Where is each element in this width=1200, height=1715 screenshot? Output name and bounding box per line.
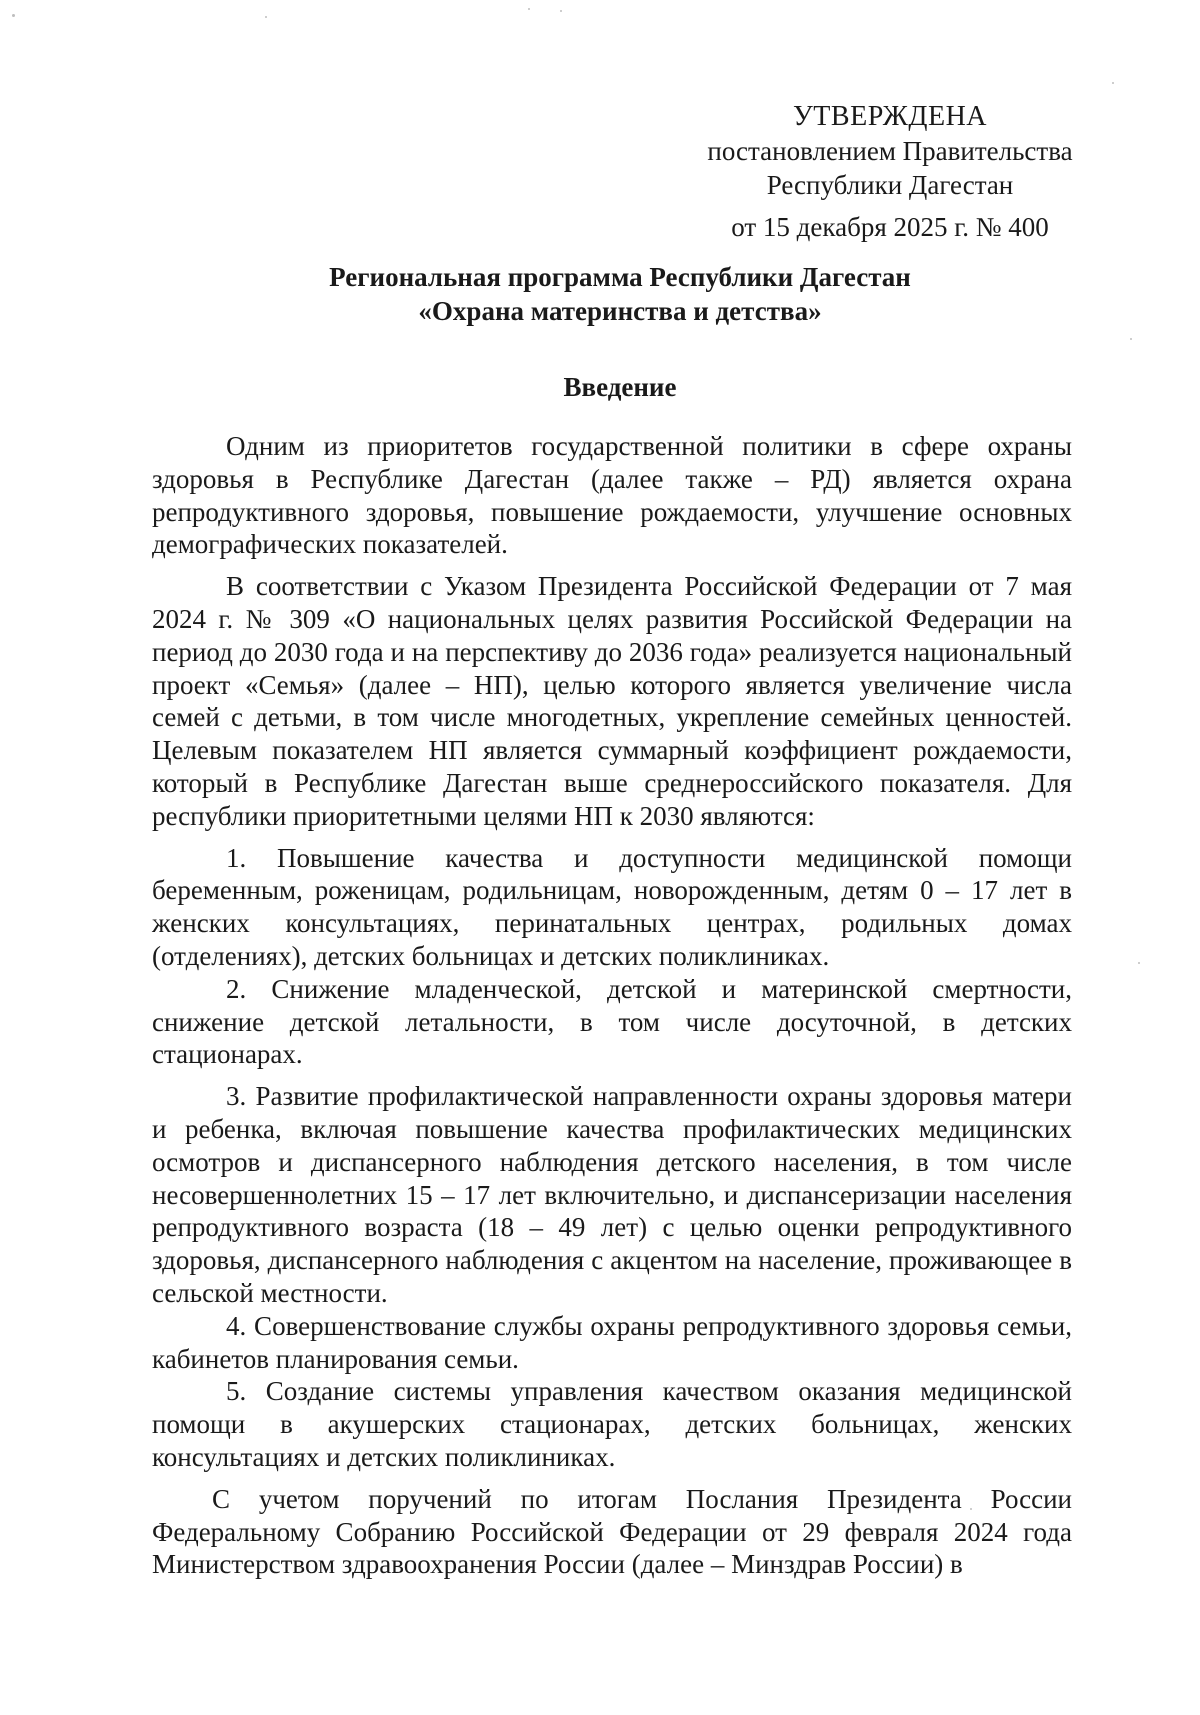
approval-block <box>680 100 1100 244</box>
title-line1: Региональная программа Республики Дагестан <box>329 262 911 292</box>
document-body <box>152 430 1072 1581</box>
scan-speck <box>265 16 267 18</box>
approved-by-line2: Республики Дагестан <box>766 170 1014 200</box>
approved-label: УТВЕРЖДЕНА <box>792 101 988 132</box>
paragraph-decree: В соответствии с Указом Президента Российской Федерации от 7 мая 2024 г. № 309 «О национальных целях развития Российской Федерации на период до 2030 года и на перспективу до 2036 года» реализуется национальный проект «Семья» (далее – НП), целью которого является увеличение числа семей с детьми, в том числе многодетных, укрепление семейных ценностей. Целевым показателем НП является суммарный коэффициент рождаемости, который в Республике Дагестан выше среднероссийского показателя. Для республики приоритетными целями НП к 2030 являются: <box>152 571 1072 831</box>
decree-date: от 15 декабря 2025 г. № 400 <box>731 212 1049 242</box>
scan-speck <box>560 10 562 12</box>
goal-item: 2. Снижение младенческой, детской и материнской смертности, снижение детской летальности, в том числе досуточной, в детских стационарах. <box>152 973 1072 1070</box>
title-line2: «Охрана материнства и детства» <box>418 296 822 326</box>
goal-item: 3. Развитие профилактической направленности охраны здоровья матери и ребенка, включая повышение качества профилактических медицинских осмотров и диспансерного наблюдения детского населения, в том числе несовершеннолетних 15 – 17 лет включительно, и диспансеризации населения репродуктивного возраста (18 – 49 лет) с целью оценки репродуктивного здоровья, диспансерного наблюдения с акцентом на население, проживающее в сельской местности. <box>152 1081 1072 1308</box>
scan-speck <box>1112 82 1114 84</box>
paragraph-message: С учетом поручений по итогам Послания Президента России Федеральному Собранию Российской Федерации от 29 февраля 2024 года Министерством здравоохранения России (далее – Минздрав России) в <box>152 1483 1072 1580</box>
approved-by-line1: постановлением Правительства <box>707 136 1073 166</box>
scan-speck <box>1130 338 1132 340</box>
scan-speck <box>528 8 530 10</box>
paragraph-intro: Одним из приоритетов государственной политики в сфере охраны здоровья в Республике Дагестан (далее также – РД) является охрана репродуктивного здоровья, повышение рождаемости, улучшение основных демографических показателей. <box>152 431 1072 560</box>
goal-item: 5. Создание системы управления качеством оказания медицинской помощи в акушерских стационарах, детских больницах, женских консультациях и детских поликлиниках. <box>152 1376 1072 1472</box>
section-heading: Введение <box>563 372 677 402</box>
goal-item: 4. Совершенствование службы охраны репродуктивного здоровья семьи, кабинетов планирования семьи. <box>152 1310 1072 1374</box>
document-title <box>150 260 1090 328</box>
scan-speck <box>12 14 15 17</box>
goal-item: 1. Повышение качества и доступности медицинской помощи беременным, роженицам, родильницам, новорожденным, детям 0 – 17 лет в женских консультациях, перинатальных центрах, родильных домах (отделениях), детских больницах и детских поликлиниках. <box>152 842 1072 971</box>
scan-speck <box>1138 962 1140 964</box>
